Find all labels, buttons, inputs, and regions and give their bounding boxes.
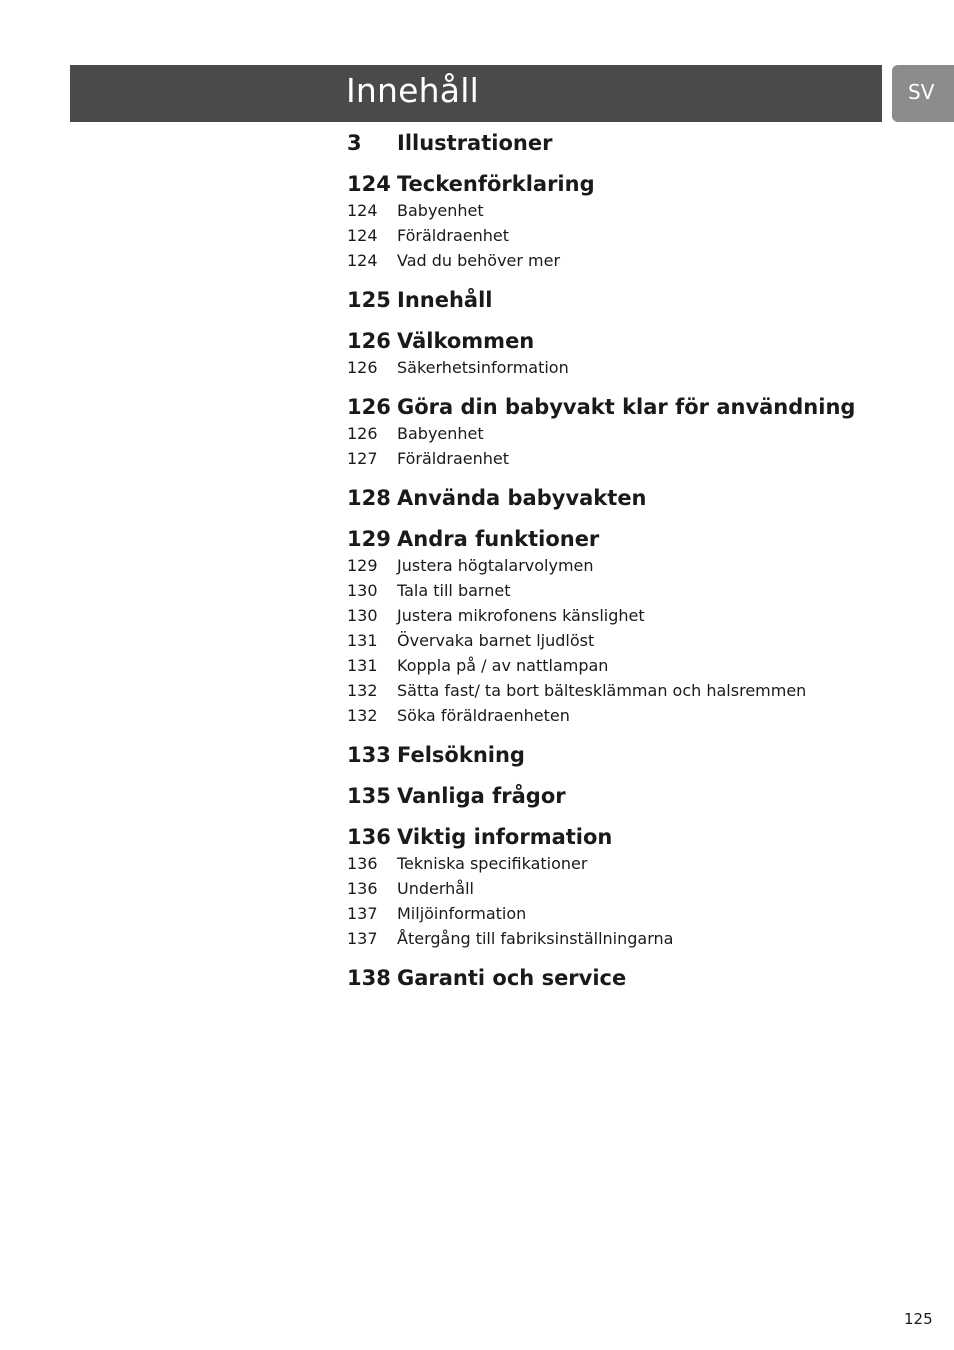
toc-subitem-title: Justera mikrofonens känslighet [397,606,645,625]
toc-subitem[interactable] [347,703,907,728]
toc-subitem-page: 132 [347,706,378,725]
toc-section-title: Använda babyvakten [397,486,647,510]
toc-subitem-page: 129 [347,556,378,575]
toc-subitem-title: Säkerhetsinformation [397,358,569,377]
toc-section-page: 126 [347,395,391,419]
toc-section-page: 138 [347,966,391,990]
toc-subitem-list [347,553,907,728]
toc-section-title: Teckenförklaring [397,172,595,196]
toc-subitem-page: 137 [347,904,378,923]
toc-subitem-page: 127 [347,449,378,468]
toc-section-title: Felsökning [397,743,525,767]
toc-section [347,328,907,380]
toc-subitem-page: 126 [347,358,378,377]
toc-section-page: 136 [347,825,391,849]
toc-subitem[interactable] [347,851,907,876]
toc-section [347,171,907,273]
toc-subitem[interactable] [347,876,907,901]
toc-subitem-title: Tekniska specifikationer [397,854,588,873]
toc-subitem-title: Föräldraenhet [397,226,510,245]
toc-section-title: Välkommen [397,329,535,353]
toc-section-heading[interactable] [347,394,907,421]
toc-section-title: Illustrationer [397,131,553,155]
toc-subitem[interactable] [347,653,907,678]
toc-section [347,742,907,769]
toc-subitem-page: 137 [347,929,378,948]
toc-section [347,485,907,512]
toc-subitem[interactable] [347,421,907,446]
toc-subitem-list [347,421,907,471]
toc-subitem-page: 124 [347,251,378,270]
language-tab[interactable] [892,65,954,122]
toc-section-page: 128 [347,486,391,510]
page-title: Innehåll [346,71,479,110]
toc-section-page: 126 [347,329,391,353]
toc-section-title: Andra funktioner [397,527,600,551]
toc-subitem[interactable] [347,446,907,471]
toc-subitem-title: Söka föräldraenheten [397,706,570,725]
toc-section-page: 3 [347,131,362,155]
toc-subitem[interactable] [347,198,907,223]
toc-section-heading[interactable] [347,130,907,157]
toc-subitem-list [347,198,907,273]
toc-subitem-page: 124 [347,201,378,220]
toc-section [347,965,907,992]
toc-section [347,394,907,471]
toc-section [347,130,907,157]
toc-subitem-page: 131 [347,656,378,675]
toc-subitem-title: Övervaka barnet ljudlöst [397,631,595,650]
toc-subitem[interactable] [347,553,907,578]
toc-subitem-page: 131 [347,631,378,650]
toc-section-title: Vanliga frågor [397,784,566,808]
toc-section-heading[interactable] [347,824,907,851]
language-tab-label: SV [908,80,935,104]
toc-section-heading[interactable] [347,965,907,992]
toc-section-page: 135 [347,784,391,808]
toc-section-page: 124 [347,172,391,196]
toc-subitem-page: 126 [347,424,378,443]
table-of-contents [347,130,907,992]
toc-section-page: 129 [347,527,391,551]
toc-subitem-page: 130 [347,581,378,600]
toc-subitem[interactable] [347,248,907,273]
toc-section-title: Göra din babyvakt klar för användning [397,395,856,419]
toc-section [347,287,907,314]
toc-subitem[interactable] [347,223,907,248]
page-number: 125 [904,1310,933,1328]
toc-subitem-list [347,851,907,951]
toc-subitem[interactable] [347,355,907,380]
toc-subitem-title: Tala till barnet [397,581,511,600]
toc-subitem-title: Koppla på / av nattlampan [397,656,609,675]
toc-subitem-page: 136 [347,879,378,898]
toc-subitem[interactable] [347,603,907,628]
toc-subitem-page: 124 [347,226,378,245]
toc-section-heading[interactable] [347,328,907,355]
toc-subitem-title: Miljöinformation [397,904,527,923]
toc-section-title: Viktig information [397,825,613,849]
header-bar [70,65,882,122]
toc-section [347,783,907,810]
toc-section-heading[interactable] [347,526,907,553]
toc-section-heading[interactable] [347,287,907,314]
toc-subitem[interactable] [347,901,907,926]
toc-section [347,526,907,728]
toc-section-heading[interactable] [347,742,907,769]
toc-subitem-title: Föräldraenhet [397,449,510,468]
toc-subitem[interactable] [347,926,907,951]
toc-subitem-title: Babyenhet [397,424,484,443]
toc-section-heading[interactable] [347,783,907,810]
toc-section-page: 133 [347,743,391,767]
toc-subitem[interactable] [347,578,907,603]
toc-subitem-page: 130 [347,606,378,625]
toc-subitem-title: Återgång till fabriksinställningarna [397,929,674,948]
toc-section-title: Innehåll [397,288,493,312]
toc-section-heading[interactable] [347,171,907,198]
toc-subitem[interactable] [347,678,907,703]
toc-subitem-title: Underhåll [397,879,474,898]
toc-section [347,824,907,951]
toc-subitem-page: 136 [347,854,378,873]
toc-subitem[interactable] [347,628,907,653]
toc-section-heading[interactable] [347,485,907,512]
toc-section-page: 125 [347,288,391,312]
toc-subitem-title: Vad du behöver mer [397,251,561,270]
toc-subitem-title: Sätta fast/ ta bort bältesklämman och halsremmen [397,681,807,700]
toc-section-title: Garanti och service [397,966,627,990]
toc-subitem-title: Babyenhet [397,201,484,220]
toc-subitem-title: Justera högtalarvolymen [397,556,594,575]
toc-subitem-page: 132 [347,681,378,700]
toc-subitem-list [347,355,907,380]
